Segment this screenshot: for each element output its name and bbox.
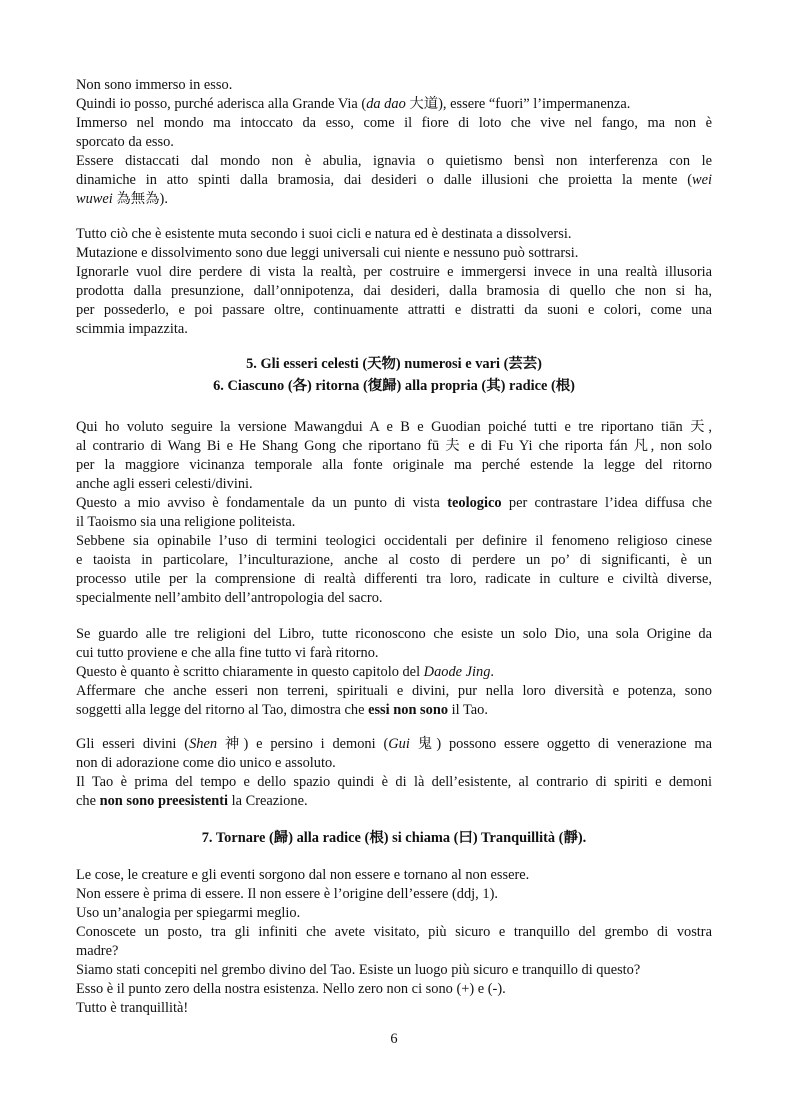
- italic-term: Gui: [388, 736, 410, 752]
- section-heading-6: 6. Ciascuno (各) ritorna (復歸) alla propria (其) radice (根): [213, 378, 575, 394]
- text-run: madre?: [76, 943, 119, 959]
- text-run: la Creazione.: [228, 793, 308, 809]
- text-run: dinamiche in atto spinti dalla bramosia, dai desideri o dalle illusioni che proietta la mente (: [76, 172, 693, 188]
- text-line: [76, 418, 712, 437]
- section-heading-5: 5. Gli esseri celesti (天物) numerosi e vari (芸芸): [246, 356, 542, 372]
- text-line: [76, 263, 712, 282]
- text-line: [76, 999, 712, 1018]
- text-run: Questo a mio avviso è fondamentale da un punto di vista: [76, 495, 448, 511]
- text-line: [76, 735, 712, 754]
- text-run: sporcato da esso.: [76, 134, 174, 150]
- text-line: [76, 682, 712, 701]
- bold-term: non sono preesistenti: [99, 793, 229, 809]
- bold-term: essi non sono: [368, 702, 449, 718]
- paragraph-3: [76, 418, 712, 608]
- italic-term: wei: [692, 172, 712, 188]
- text-line: [76, 754, 712, 773]
- text-line: [76, 133, 712, 152]
- text-line: [76, 152, 712, 171]
- text-run: prodotta dalla presunzione, dall’onnipotenza, dai desideri, dalla bramosia di quello che non si ha,: [76, 283, 712, 299]
- italic-term: wuwei: [76, 191, 113, 207]
- text-run: il Tao.: [448, 702, 488, 718]
- text-line: [76, 475, 712, 494]
- text-line: [76, 513, 712, 532]
- text-run: Tutto è tranquillità!: [76, 1000, 189, 1016]
- text-run: Qui ho voluto seguire la versione Mawangdui A e B e Guodian poiché tutti e tre riportano tiān 天,: [76, 419, 712, 435]
- bold-term: teologico: [447, 495, 502, 511]
- text-run: Se guardo alle tre religioni del Libro, tutte riconoscono che esiste un solo Dio, una sola Origine da: [76, 626, 712, 642]
- text-run: Quindi io posso, purché aderisca alla Grande Via (: [76, 96, 367, 112]
- text-line: [76, 570, 712, 589]
- text-run: processo utile per la comprensione di realtà differenti tra loro, radicate in culture e civiltà diverse,: [76, 571, 712, 587]
- text-line: [76, 773, 712, 792]
- text-line: [76, 589, 712, 608]
- paragraph-6: [76, 866, 712, 1018]
- text-run: Le cose, le creature e gli eventi sorgono dal non essere e tornano al non essere.: [76, 867, 530, 883]
- text-run: Gli esseri divini (: [76, 736, 190, 752]
- italic-title: Daode Jing: [423, 664, 491, 680]
- text-line: [76, 625, 712, 644]
- text-line: [76, 76, 712, 95]
- paragraph-1: [76, 76, 712, 209]
- text-run: Conoscete un posto, tra gli infiniti che avete visitato, più sicuro e tranquillo del grembo di vostra: [76, 924, 712, 940]
- text-line: [76, 301, 712, 320]
- text-run: Essere distaccati dal mondo non è abulia, ignavia o quietismo bensì non interferenza con le: [76, 153, 712, 169]
- text-line: [76, 701, 712, 720]
- text-line: [76, 942, 712, 961]
- text-run: scimmia impazzita.: [76, 321, 188, 337]
- text-run: al contrario di Wang Bi e He Shang Gong che riportano fū 夫 e di Fu Yi che riporta fán 凡, non solo: [76, 438, 712, 454]
- text-line: [76, 95, 712, 114]
- text-run: Siamo stati concepiti nel grembo divino del Tao. Esiste un luogo più sicuro e tranquillo di questo?: [76, 962, 641, 978]
- text-run: 大道), essere “fuori” l’impermanenza.: [405, 96, 631, 112]
- text-run: Sebbene sia opinabile l’uso di termini teologici occidentali per definire il fenomeno religioso cinese: [76, 533, 712, 549]
- text-line: [76, 866, 712, 885]
- italic-term: da dao: [366, 96, 406, 112]
- text-line: [76, 961, 712, 980]
- text-run: per contrastare l’idea diffusa che: [501, 495, 712, 511]
- text-run: Esso è il punto zero della nostra esistenza. Nello zero non ci sono (+) e (-).: [76, 981, 506, 997]
- text-run: per la maggiore vicinanza temporale alla fonte originale ma perché estende la legge del ritorno: [76, 457, 712, 473]
- text-run: Ignorarle vuol dire perdere di vista la realtà, per costruire e immergersi invece in una realtà illusoria: [76, 264, 712, 280]
- section-heading-7: 7. Tornare (歸) alla radice (根) si chiama (曰) Tranquillità (靜).: [201, 830, 587, 846]
- text-run: soggetti alla legge del ritorno al Tao, dimostra che: [76, 702, 369, 718]
- text-line: [76, 923, 712, 942]
- paragraph-5: [76, 735, 712, 811]
- text-run: .: [490, 664, 495, 680]
- text-line: [76, 885, 712, 904]
- text-line: [76, 225, 712, 244]
- text-line: [76, 244, 712, 263]
- text-run: Tutto ciò che è esistente muta secondo i suoi cicli e natura ed è destinata a dissolversi.: [76, 226, 572, 242]
- text-line: [76, 663, 712, 682]
- text-run: Immerso nel mondo ma intoccato da esso, come il fiore di loto che vive nel fango, ma non è: [76, 115, 712, 131]
- text-line: [76, 644, 712, 663]
- text-line: [76, 190, 712, 209]
- text-run: Questo è quanto è scritto chiaramente in questo capitolo del: [76, 664, 424, 680]
- text-run: Uso un’analogia per spiegarmi meglio.: [76, 905, 301, 921]
- text-run: per possederlo, e poi passare oltre, continuamente attratti e distratti da suoni e colori, come una: [76, 302, 712, 318]
- page-number: 6: [390, 1031, 398, 1047]
- italic-term: Shen: [189, 736, 218, 752]
- text-line: [76, 282, 712, 301]
- text-run: 神) e persino i demoni (: [217, 736, 389, 752]
- text-line: [76, 456, 712, 475]
- text-run: Non essere è prima di essere. Il non essere è l’origine dell’essere (ddj, 1).: [76, 886, 498, 902]
- text-run: che: [76, 793, 100, 809]
- text-line: [76, 320, 712, 339]
- text-run: Mutazione e dissolvimento sono due leggi universali cui niente e nessuno può sottrarsi.: [76, 245, 579, 261]
- text-run: 為無為).: [112, 191, 168, 207]
- paragraph-2: [76, 225, 712, 339]
- text-run: e taoista in particolare, l’inculturazione, anche al costo di perdere un po’ di significanti, è un: [76, 552, 712, 568]
- text-line: [76, 980, 712, 999]
- text-run: Il Tao è prima del tempo e dello spazio quindi è di là dell’esistente, al contrario di spiriti e demoni: [76, 774, 712, 790]
- text-run: cui tutto proviene e che alla fine tutto vi farà ritorno.: [76, 645, 379, 661]
- text-line: [76, 792, 712, 811]
- text-line: [76, 114, 712, 133]
- text-run: specialmente nell’ambito dell’antropologia del sacro.: [76, 590, 383, 606]
- text-run: 鬼) possono essere oggetto di venerazione ma: [409, 736, 712, 752]
- text-line: [76, 532, 712, 551]
- text-line: [76, 904, 712, 923]
- text-line: [76, 437, 712, 456]
- text-run: Non sono immerso in esso.: [76, 77, 233, 93]
- paragraph-4: [76, 625, 712, 720]
- text-run: non di adorazione come dio unico e assoluto.: [76, 755, 336, 771]
- text-line: [76, 494, 712, 513]
- text-line: [76, 551, 712, 570]
- text-run: il Taoismo sia una religione politeista.: [76, 514, 296, 530]
- text-line: [76, 171, 712, 190]
- text-run: Affermare che anche esseri non terreni, spirituali e divini, pur nella loro diversità e potenza, sono: [76, 683, 712, 699]
- text-run: anche agli esseri celesti/divini.: [76, 476, 253, 492]
